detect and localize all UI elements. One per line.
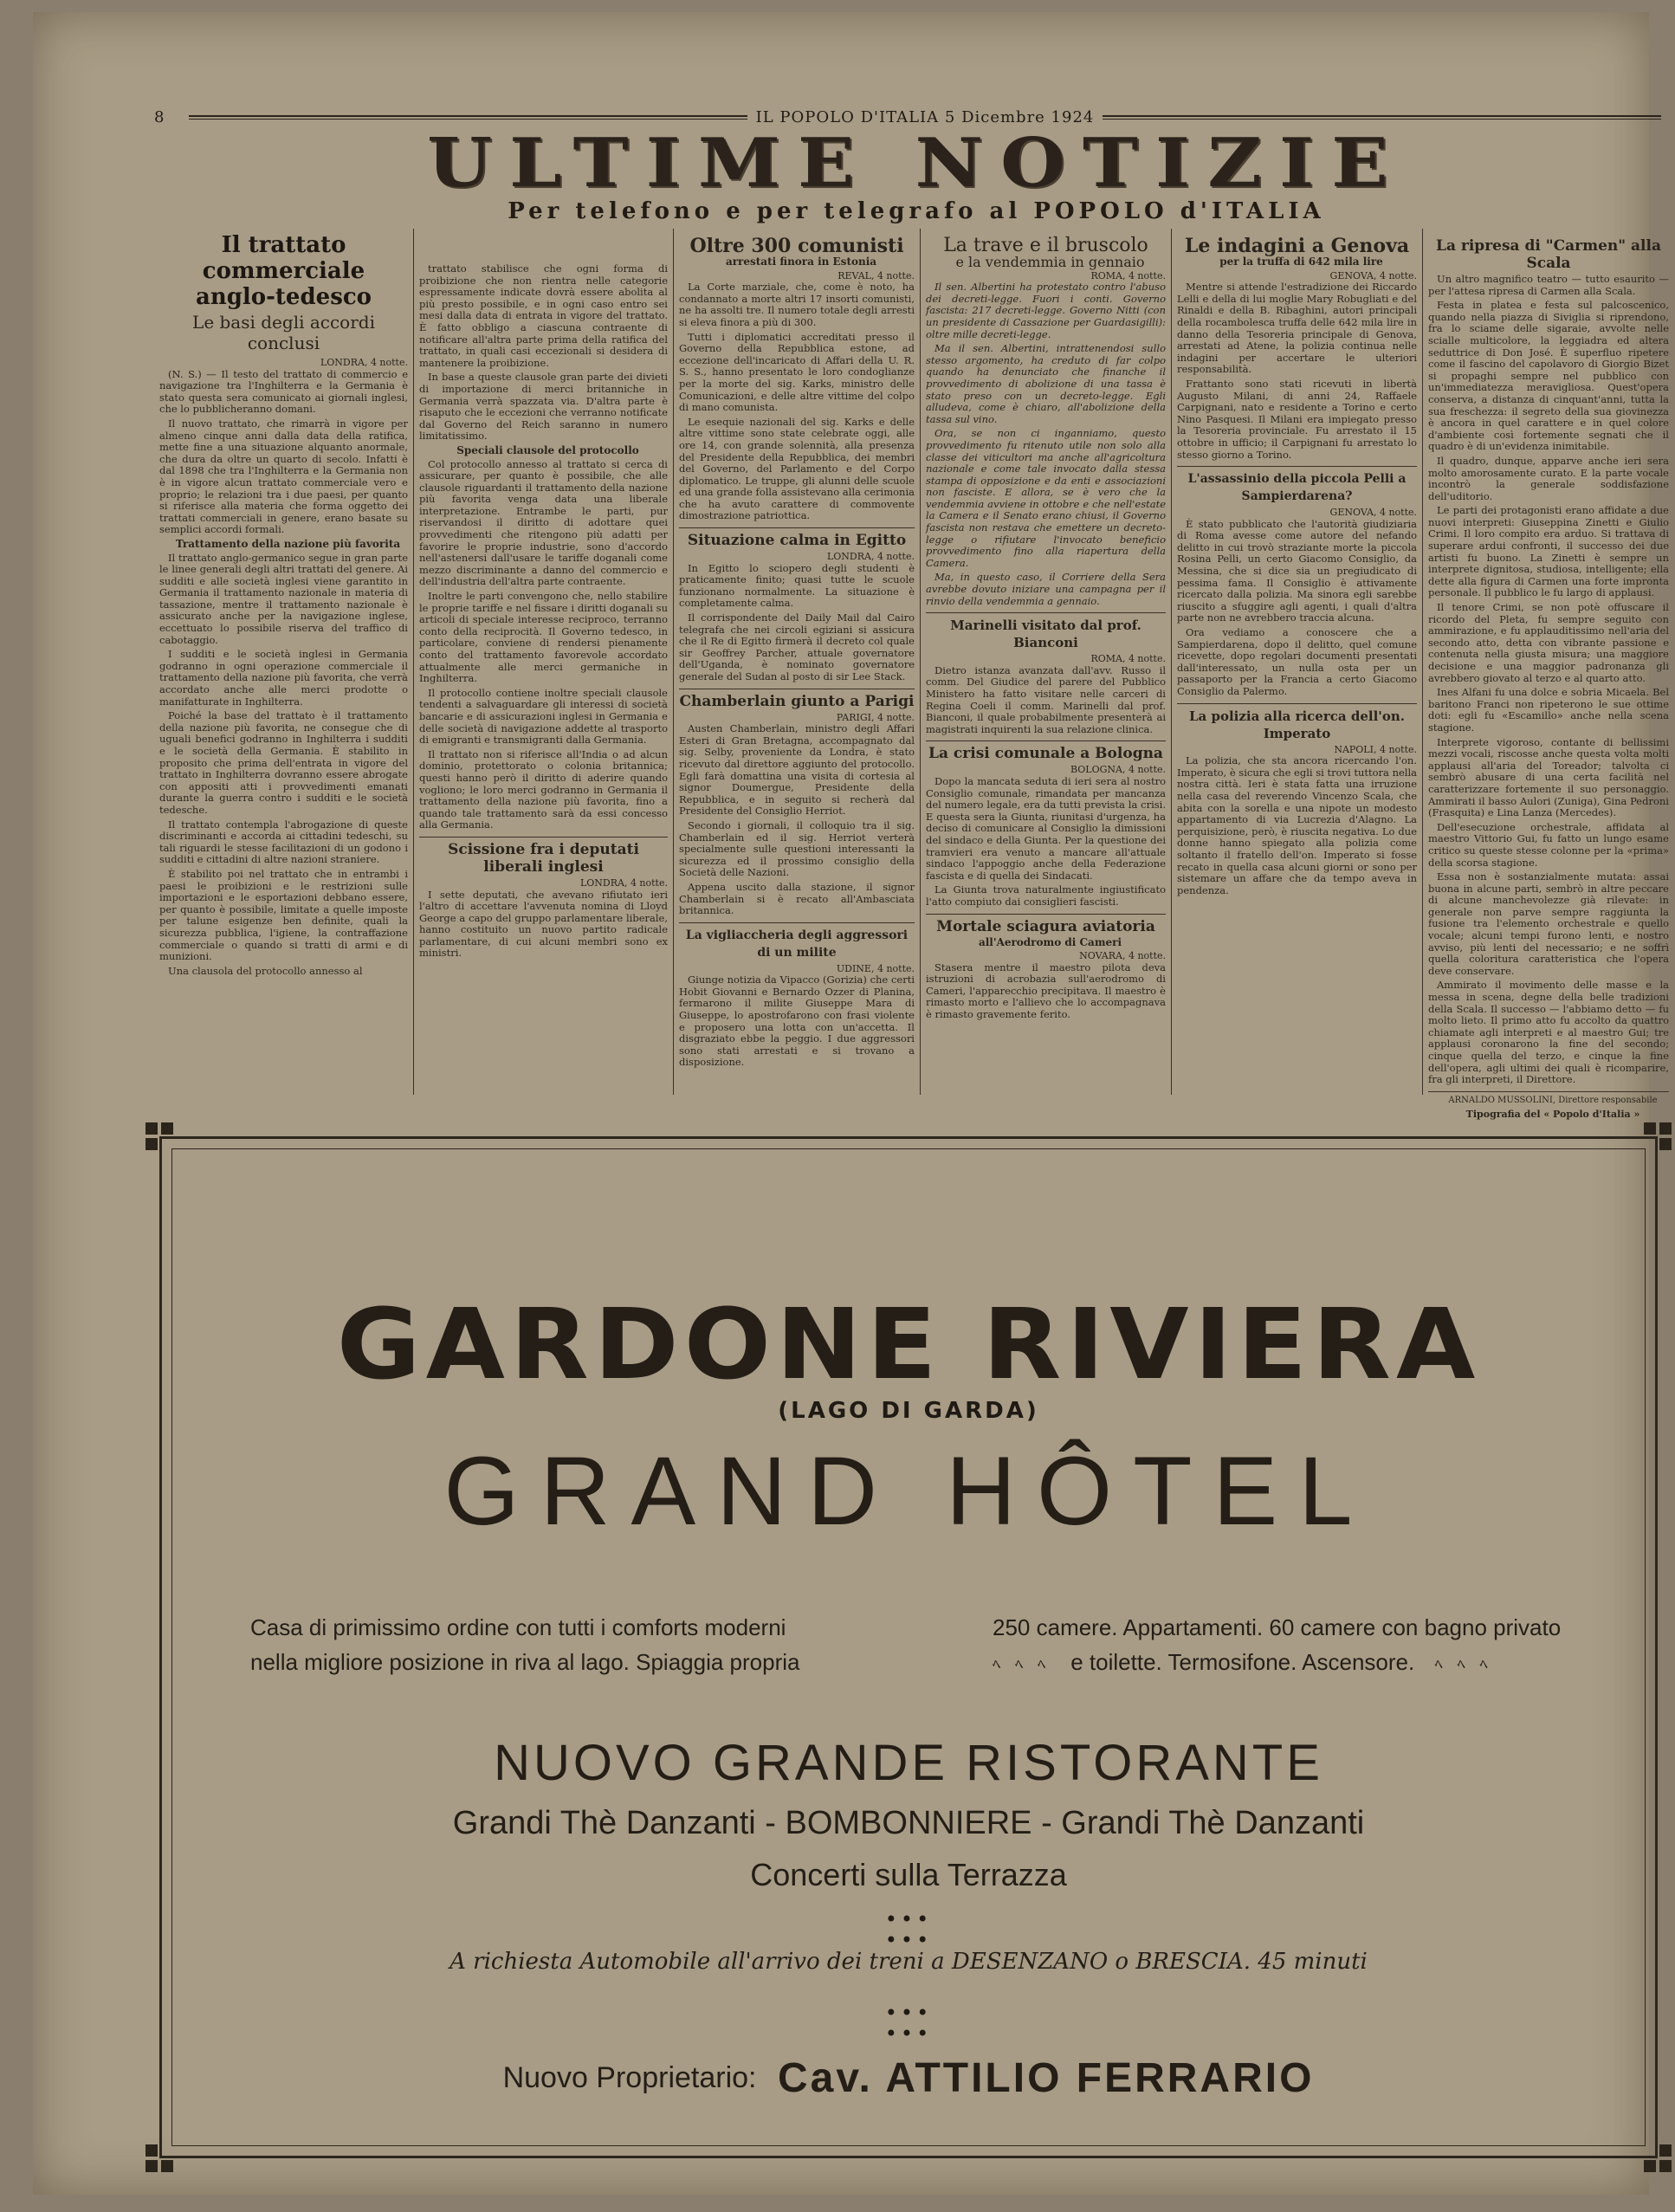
- headline-genova: Le indagini a Genova: [1184, 235, 1410, 257]
- paragraph: È stabilito poi nel trattato che in entrambi i paesi le proibizioni e le restrizioni sulle importazioni e le esportazioni debbano essere, per quanto è possibile, limitate a quelle imposte per talune esigenze ben definite, quali la sicurezza pubblica, l'igiene, la contraffazione commerciale o quando si tratti di armi e di munizioni.: [159, 867, 408, 963]
- owner-name: Cav. ATTILIO FERRARIO: [777, 2055, 1315, 2101]
- dateline: NOVARA, 4 notte.: [1079, 950, 1166, 962]
- paragraph: È stato pubblicato che l'autorità giudiziaria di Roma avesse come autore del nefando delitto in cui trovò straziante morte la piccola Rosina Pelli, un certo Giacomo Consiglio, da Messina, che si dice sia un pregiudicato di pessima fama. Il Consiglio è attivamente ricercato dalla polizia. Ma sinora egli sarebbe riuscito a sfuggire agli agenti, i quali d'altra parte non ne avrebbero traccia alcuna.: [1177, 517, 1417, 624]
- subheading: all'Aerodromo di Cameri: [978, 935, 1122, 948]
- typography-credit: Tipografia del « Popolo d'Italia »: [1465, 1109, 1640, 1121]
- paragraph: La polizia, che sta ancora ricercando l'on. Imperato, è sicura che egli si trovi tuttora nella nostra città. Ieri è stata fatta una irruzione nella casa del reverendo Vincenzo Scala, che abita con la sorella e una nipote un modesto appartamento di via Lucrezia d'Alagno. La perquisizione, però, è riuscita negativa. Lo due donne hanno spiegato alla polizia come soltanto il fratello dell'on. Imperato si fosse recato in quella casa alcuni giorni or sono per sistemare un affare che da tempo aveva in pendenza.: [1177, 754, 1417, 896]
- paragraph: Frattanto sono stati ricevuti in libertà Augusto Milani, di anni 24, Raffaele Carpignani, nato e residente a Torino e certo Nino Pasquesi. Il Milani era impiegato presso la Tesoreria provinciale. Fu arrestato il 15 ottobre in ufficio; il Carpignani fu arrestato lo stesso giorno a Torino.: [1177, 377, 1417, 461]
- dateline: LONDRA, 4 notte.: [579, 876, 668, 889]
- paragraph: Inoltre le parti convengono che, nello stabilire le proprie tariffe e nel fissare i diritti doganali su articoli di speciale interesse reciproco, terranno conto della reciprocità. Il Governo tedesco, in particolare, conviene di rendersi pienamente conto del trattamento favorevole accordato attualmente alle merci germaniche in Inghilterra.: [419, 590, 668, 685]
- subheading: per la truffa di 642 mila lire: [1219, 255, 1383, 268]
- ad-feature-line-block: [993, 1649, 1492, 1676]
- paragraph: Il trattato non si riferisce all'India o ad alcun dominio, protettorato o colonia britannica; questi hanno però il diritto di aderire quando vogliono; le loro merci godranno in Germania il trattamento della nazione più favorita, fino a quando tale trattamento sarà da essi concesso alla Germania.: [419, 747, 668, 831]
- ad-feature-line: 250 camere. Appartamenti. 60 camere con bagno privato: [993, 1614, 1562, 1640]
- paragraph: Un altro magnifico teatro — tutto esaurito — per l'attesa ripresa di Carmen alla Scala.: [1428, 273, 1669, 297]
- paragraph: In base a queste clausole gran parte dei divieti di importazione di merci britanniche in Germania verrà spazzata via. D'altra parte è risaputo che le eccezioni che verranno notificate dal Governo del Reich saranno in numero limitatissimo.: [419, 371, 668, 443]
- paragraph: Il sen. Albertini ha protestato contro l'abuso dei decreti-legge. Fuori i conti. Governo fascista: 217 decreti-legge. Governo Nitti (con un presidente di Cassazione per Guardasigilli): oltre mille decreti-legge.: [926, 281, 1166, 340]
- paragraph: Il nuovo trattato, che rimarrà in vigore per almeno cinque anni dalla data della ratifica, mette fine a una situazione alquanto anormale, che dura da oltre un quarto di secolo. Infatti è dal 1898 che tra l'Inghilterra e la Germania non è in vigore alcun trattato commerciale vero e proprio; le relazioni tra i due paesi, per quanto si riferisce alla materia che forma oggetto dei trattati commerciali in genere, erano basate su semplici accordi formali.: [159, 417, 408, 536]
- headline-vigliaccheria: La vigliaccheria degli aggressori di un milite: [679, 922, 915, 961]
- headline-scissione: Scissione fra i deputati liberali inglesi: [419, 837, 668, 876]
- ornament-icon: ﾍ ﾍ ﾍ: [1434, 1656, 1493, 1673]
- paragraph: Ma il sen. Albertini, intrattenendosi sullo stesso argomento, ha creduto di far colpo quando ha denunciato che finanche il provvedimento di abolizione di una tassa è stato preso con un decreto-legge. Egli alludeva, come è chiaro, all'abolizione della tassa sul vino.: [926, 342, 1166, 425]
- page-number: 8: [154, 107, 165, 126]
- column-4: [921, 229, 1172, 1095]
- corner-ornament-icon: [1633, 2134, 1672, 2172]
- ad-title: GARDONE RIVIERA: [336, 1287, 1481, 1401]
- dots-ornament-icon: ••• •••: [884, 1907, 933, 1952]
- paragraph: trattato stabilisce che ogni forma di proibizione che non rientra nelle categorie espressamente indicate dovrà essere abolita al più presto possibile, e in ogni caso entro sei mesi dalla data di entrata in vigore del trattato. È fatto obbligo a ciascuna contraente di notificare all'altra parte prima della ratifica del trattato, in quali casi eccezionali si desidera di mantenere la proibizione.: [419, 262, 668, 369]
- owner-label: Nuovo Proprietario:: [502, 2061, 757, 2094]
- paragraph: Giunge notizia da Vipacco (Gorizia) che certi Hobit Giovanni e Bernardo Ozzer di Planina, fermarono il milite Giuseppe Mara di Giuseppe, lo apostrofarono con frasi violente e proposero una lotta con un'accetta. Il disgraziato ebbe la peggio. I due aggressori sono stati arrestati e si trovano a disposizione.: [679, 973, 915, 1069]
- headline-imperato: La polizia alla ricerca dell'on. Imperato: [1177, 703, 1417, 742]
- paragraph: La Corte marziale, che, come è noto, ha condannato a morte altri 17 insorti comunisti, ne ha assolti tre. Il numero totale degli arresti si eleva finora a più di 300.: [679, 281, 915, 328]
- corner-ornament-icon: [146, 1122, 184, 1161]
- paragraph: Ines Alfani fu una dolce e sobria Micaela. Bel baritono Franci non ripeterono le sue ottime doti: egli fu «Escamillo» anche nella scena stagione.: [1428, 686, 1669, 734]
- dateline: NAPOLI, 4 notte.: [1334, 743, 1417, 755]
- headline-egitto: Situazione calma in Egitto: [679, 527, 915, 549]
- paragraph: Il trattato contempla l'abrogazione di queste discriminanti e accorda ai cittadini tedeschi, su tali riguardi le stesse facilitazioni di un godono i sudditi e cittadini di altre nazioni straniere.: [159, 818, 408, 866]
- headline-marinelli: Marinelli visitato dal prof. Bianconi: [926, 612, 1166, 651]
- paragraph: Festa in platea e festa sul palcoscenico, quando nella piazza di Siviglia si riprendono, fra lo sciame delle sigaraie, avvolte nelle scialle multicolore, la leggiadra ed altera seduttrice di Don José. È superfluo ripetere come il fascino del capolavoro di Giorgio Bizet si propaghi sempre nel pubblico con un'immediatezza meravigliosa. Quest'opera conserva, a distanza di cinquant'anni, tutta la sua freschezza: il segreto della sua giovinezza è ancora in quel carattere e in quel colore d'ambiente così fortemente segnati che il quadro è di un'evidenza inimitabile.: [1428, 299, 1669, 453]
- newspaper-page: [33, 12, 1669, 2195]
- ornament-icon: ﾍ ﾍ ﾍ: [993, 1656, 1051, 1673]
- corner-ornament-icon: [1633, 1122, 1672, 1161]
- dateline: ROMA, 4 notte.: [1090, 269, 1166, 281]
- paragraph: Col protocollo annesso al trattato si cerca di assicurare, per quanto è possibile, che alle clausole riguardanti il trattamento della nazione più favorita venga data una liberale interpretazione. Entrambe le parti, pur riservandosi il diritto di adottare quei provvedimenti che ritengono più adatti per favorire le proprie industrie, sono d'accordo nell'astenersi dall'usare le tariffe doganali come mezzo discriminante a danno del commercio e dell'industria dell'altra parte contraente.: [419, 457, 668, 588]
- subheading: Trattamento della nazione più favorita: [175, 537, 401, 550]
- paragraph: Ma, in questo caso, il Corriere della Sera avrebbe dovuto iniziare una campagna per il rinvio della vendemmia a gennaio.: [926, 571, 1166, 607]
- subheading: arrestati finora in Estonia: [725, 255, 877, 268]
- ad-owner: [229, 2054, 1588, 2102]
- news-columns: [154, 229, 1674, 1121]
- dots-ornament-icon: ••• •••: [884, 2001, 933, 2046]
- paragraph: Il trattato anglo-germanico segue in gran parte le linee generali degli altri trattati del genere. Ai sudditi e alle società inglesi viene garantito in Germania il trattamento nazionale in materia di tassazione, mentre il trattamento nazionale è assicurato anche per la navigazione inglese, eccettuato lo possibile riserva del traffico di cabotaggio.: [159, 551, 408, 646]
- paragraph: I sudditi e le società inglesi in Germania godranno in ogni operazione commerciale il trattamento della nazione più favorita, che verrà accordato anche alle merci prodotte o manifatturate in Inghilterra.: [159, 648, 408, 708]
- editor-signature: ARNALDO MUSSOLINI, Direttore responsabile: [1428, 1091, 1669, 1107]
- paragraph: Le parti dei protagonisti erano affidate a due nuovi interpreti: Giuseppina Zinetti e Giulio Crimi. Il loro compito era arduo. Si trattava di superare ardui confronti, il successo dei due artisti fu buono. La Zinetti è sempre un interprete dignitosa, studiosa, intelligente; ella dette alla figura di Carmen una forte impronta personale. Il pubblico le fu largo di applausi.: [1428, 504, 1669, 599]
- paragraph: Le esequie nazionali del sig. Karks e delle altre vittime sono state celebrate oggi, alle ore 14, con grande solennità, alla presenza del Presidente della Repubblica, dei membri del Governo, del Parlamento e del Corpo diplomatico. Le truppe, gli alunni delle scuole ed una grande folla assistevano alla cerimonia che ha avuto carattere di commovente dimostrazione patriottica.: [679, 415, 915, 522]
- dateline: REVAL, 4 notte.: [838, 269, 915, 281]
- headline-carmen: La ripresa di "Carmen" alla Scala: [1436, 237, 1661, 272]
- dateline: BOLOGNA, 4 notte.: [1070, 764, 1166, 776]
- paragraph: Essa non è sostanzialmente mutata: assai buona in alcune parti, sembrò in altre peccare di alcune manchevolezze già rilevate: in generale non parve sempre raggiunta la fusione tra l'elemento orchestrale e quello vocale; alcuni tempi furono lenti, e nostro avviso, più lenti del necessario; e ne soffrì quella coloritura caratteristica che l'opera deve conservare.: [1428, 870, 1669, 977]
- dateline: UDINE, 4 notte.: [836, 962, 915, 974]
- headline-sciagura: Mortale sciagura aviatoria: [926, 914, 1166, 935]
- dateline: GENOVA, 4 notte.: [1329, 269, 1417, 281]
- masthead-date: IL POPOLO D'ITALIA 5 Dicembre 1924: [755, 107, 1095, 126]
- headline-trattato: Il trattato commerciale anglo-tedesco: [195, 232, 372, 310]
- paragraph: Secondo i giornali, il colloquio tra il sig. Chamberlain ed il sig. Herriot verterà specialmente sulle questioni interessanti la sicurezza ed il prossimo consiglio della Società delle Nazioni.: [679, 818, 915, 879]
- dateline: LONDRA, 4 notte.: [320, 357, 408, 368]
- paragraph: Ora, se non ci inganniamo, questo provvedimento fu ritenuto utile non solo alla classe dei viticultori ma anche all'agricoltura nazionale e come tale invocato dalla stessa stampa di opposizione e da enti e associazioni non fasciste. E allora, se è vero che la vendemmia avviene in ottobre e che nell'estate la Camera e il Senato erano chiusi, il Governo fascista non restava che emettere un decreto-legge o rifiutare l'invocato beneficio provvedimento fino alla riapertura della Camera.: [926, 427, 1166, 569]
- paragraph: Interprete vigoroso, contante di bellissimi mezzi vocali, riscosse anche questa volta molti applausi all'aria del Toreador; talvolta ci sembrò abusare di una certa facilità nel caratterizzare fortemente il suo personaggio. Ammirati il basso Aulori (Zuniga), Gina Pedroni (Frasquita) e Lina Lanza (Mercedes).: [1428, 735, 1669, 819]
- dateline: LONDRA, 4 notte.: [826, 551, 915, 563]
- subheading: e la vendemmia in gennaio: [955, 254, 1145, 270]
- dateline: GENOVA, 4 notte.: [1329, 507, 1417, 519]
- paragraph: Stasera mentre il maestro pilota deva istruzioni di acrobazia sull'aerodromo di Cameri, l'apparecchio precipitava. Il maestro è rimasto morto e l'allievo che lo accompagnava è rimasto gravemente ferito.: [926, 960, 1166, 1021]
- paragraph: Dell'esecuzione orchestrale, affidata al maestro Vittorio Gui, fu fatto un lungo esame critico su queste stesse colonne per la «prima» della scorsa stagione.: [1428, 820, 1669, 869]
- section-subbanner: Per telefono e per telegrafo al POPOLO d'ITALIA: [508, 198, 1325, 224]
- paragraph: Ora vediamo a conoscere che a Sampierdarena, dopo il delitto, quel comune ricevette, dopo regolari documenti presentati dall'interessato, un nulla osta per un passaporto per la Francia a certo Giacomo Consiglio da Palermo.: [1177, 626, 1417, 697]
- ad-feature-line: nella migliore posizione in riva al lago. Spiaggia propria: [250, 1649, 800, 1675]
- ad-subtitle: (LAGO DI GARDA): [778, 1398, 1039, 1424]
- paragraph: In Egitto lo sciopero degli studenti è praticamente finito; quasi tutte le scuole funzionano normalmente. La situazione è completamente calma.: [679, 561, 915, 610]
- section-banner: ULTIME NOTIZIE: [427, 124, 1406, 203]
- headline-chamberlain: Chamberlain giunto a Parigi: [679, 689, 915, 710]
- paragraph: Il protocollo contiene inoltre speciali clausole tendenti a salvaguardare gli interessi di società bancarie e di assicurazioni inglesi in Germania e delle società di navigazione addette al trasporto di emigranti e transmigranti dalla Germania.: [419, 686, 668, 747]
- ad-feature-line: Casa di primissimo ordine con tutti i comforts moderni: [250, 1614, 786, 1640]
- column-6: [1423, 229, 1674, 1121]
- dateline: PARIGI, 4 notte.: [836, 711, 915, 723]
- paragraph: Tutti i diplomatici accreditati presso il Governo della Repubblica estone, ad eccezione dell'incaricato di Affari della U. R. S. S., hanno presentato le loro condoglianze per la morte del sig. Karks, ministro delle Comunicazioni, e delle altre vittime del colpo di mano comunista.: [679, 330, 915, 414]
- column-5: [1172, 229, 1423, 1095]
- ad-restaurant: NUOVO GRANDE RISTORANTE: [494, 1735, 1323, 1791]
- paragraph: Poiché la base del trattato è il trattamento della nazione più favorita, ne consegue che di uguali benefici godranno in Inghilterra i sudditi e le società della Germania. È stabilito in proposito che prima dell'entrata in vigore del trattato in Inghilterra dovranno essere abrogate con appositi atti i provvedimenti emanati durante la guerra contro i sudditi e le società tedesche.: [159, 709, 408, 816]
- dateline: ROMA, 4 notte.: [1090, 653, 1166, 665]
- paragraph: Il quadro, dunque, apparve anche ieri sera molto amorosamente curato. E la parte vocale incontrò la generale soddisfazione dell'uditorio.: [1428, 454, 1669, 502]
- ad-hotel-name: GRAND HÔTEL: [443, 1437, 1374, 1545]
- paragraph: Mentre si attende l'estradizione dei Riccardo Lelli e della di lui moglie Mary Robugliati e del Rinaldi e della B. Ribaghini, autori principali della rocambolesca truffa delle 642 mila lire in danno della Tesoreria principale di Genova, arrestati ad Atene, la polizia continua nelle indagini per accertare le ulteriori responsabilità.: [1177, 281, 1417, 376]
- paragraph: Austen Chamberlain, ministro degli Affari Esteri di Gran Bretagna, accompagnato dal sig. Selby, proveniente da Londra, è stato ricevuto dal direttore aggiunto del protocollo. Egli farà domattina una visita di cortesia al signor Doumergue, Presidente della Repubblica, e in seguito si recherà dal Presidente del Consiglio Herriot.: [679, 722, 915, 818]
- ad-dances: Grandi Thè Danzanti - BOMBONNIERE - Grandi Thè Danzanti: [452, 1805, 1365, 1841]
- ad-automobile: A richiesta Automobile all'arrivo dei treni a DESENZANO o BRESCIA. 45 minuti: [449, 1949, 1368, 1975]
- paragraph: Il corrispondente del Daily Mail dal Cairo telegrafa che nei circoli egiziani si assicura che il Re di Egitto firmerà il decreto col quale sir Geoffrey Parcher, attuale governatore dell'Uganda, è nominato governatore generale del Sudan al posto di sir Lee Stack.: [679, 611, 915, 682]
- paragraph: Il tenore Crimi, se non potè offuscare il ricordo del Pleta, fu sempre seguito con ammirazione, e fu applauditissimo nell'aria del secondo atto, detta con vibrante passione e contenuta nella giusta misura; una maggiore decisione e una maggior padronanza gli avrebbero giovato al terzo e al quarto atto.: [1428, 601, 1669, 684]
- subhead-trattato: Le basi degli accordi conclusi: [192, 312, 375, 353]
- paragraph: Dopo la mancata seduta di ieri sera al nostro Consiglio comunale, rimandata per mancanza del numero legale, era da tutti prevista la crisi. E questa sera la Giunta, riunitasi d'urgenza, ha deciso di comunicare al Consiglio la dimissioni del sindaco e della Giunta. Per la questione dei tramvieri era venuto a mancare all'attuale sindaco l'appoggio anche della Federazione fascista e di quella dei Sindacati.: [926, 774, 1166, 882]
- ad-concerts: Concerti sulla Terrazza: [750, 1857, 1067, 1892]
- column-1: [154, 229, 414, 1095]
- paragraph: Appena uscito dalla stazione, il signor Chamberlain si è recato all'Ambasciata britannica.: [679, 880, 915, 917]
- paragraph: Ammirato il movimento delle masse e la messa in scena, degne della belle tradizioni della Scala. Il successo — l'abbiamo detto — fu molto lieto. Il primo atto fu accolto da quattro chiamate agli interpreti e al maestro Gui; tre applausi coronarono la fine del secondo; cinque quella del terzo, e cinque la fine dell'opera, agli ultimi dei quali è ricomparire, fra gli interpreti, il Direttore.: [1428, 979, 1669, 1086]
- column-3: [674, 229, 921, 1095]
- paragraph: La Giunta trova naturalmente ingiustificato l'atto compiuto dai consiglieri fascisti.: [926, 883, 1166, 908]
- subheading: Speciali clausole del protocollo: [456, 443, 639, 456]
- corner-ornament-icon: [146, 2134, 184, 2172]
- paragraph: Dietro istanza avanzata dall'avv. Russo il comm. Del Giudice del parere del Pubblico Ministero ha fatto visitare nelle carceri di Regina Coeli il comm. Marinelli dal prof. Bianconi, il quale probabilmente presenterà ai magistrati inquirenti la sua relazione clinica.: [926, 663, 1166, 735]
- paragraph: Una clausola del protocollo annesso al: [168, 964, 363, 977]
- hotel-advertisement: [142, 1119, 1675, 2176]
- headline-pelli: L'assassinio della piccola Pelli a Sampierdarena?: [1177, 466, 1417, 505]
- column-2: [414, 229, 674, 1095]
- paragraph: I sette deputati, che avevano rifiutato ieri l'altro di accettare l'avvenuta nomina di Lloyd George a capo del gruppo parlamentare liberale, hanno costituito un nuovo partito radicale parlamentare, di cui alcuni membri sono ex ministri.: [419, 888, 668, 960]
- ad-feature-line: e toilette. Termosifone. Ascensore.: [1070, 1649, 1415, 1675]
- headline-comunisti: Oltre 300 comunisti: [689, 235, 904, 257]
- paragraph: (N. S.) — Il testo del trattato di commercio e navigazione tra l'Inghilterra e la Germania è stato questa sera comunicato ai giornali inglesi, che lo pubblicheranno domani.: [159, 367, 408, 416]
- headline-bologna: La crisi comunale a Bologna: [926, 741, 1166, 762]
- headline-trave: La trave e il bruscolo: [943, 235, 1148, 256]
